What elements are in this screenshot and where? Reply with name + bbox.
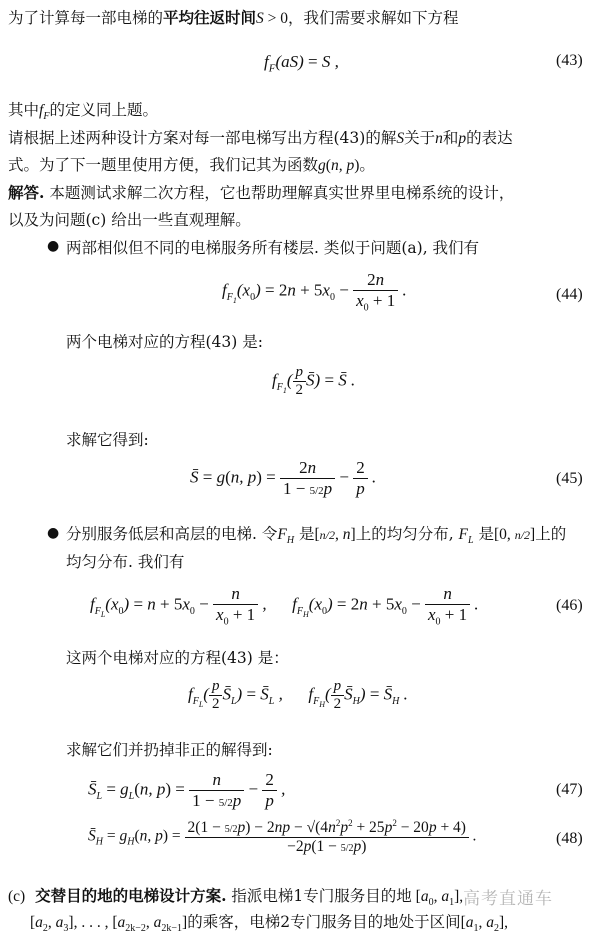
bullet-1-line-2: 两个电梯对应的方程(43) 是: <box>66 333 263 351</box>
equation-44: $f_{F_1}(x_0) = 2n + 5x_0$ − $\frac{2n}{x_0 + 1}$ . <box>222 270 407 314</box>
equation-fl-fh: $f_{F_L}$( $\frac{p}{2}$ $S̄_L$) = $S̄_L$ , $f_{F_H}$( $\frac{p}{2}$ $S̄_H$) = $S̄_H$ . <box>188 678 408 712</box>
bullet-2-line-3: 这两个电梯对应的方程(43) 是： <box>66 649 289 667</box>
bullet-icon: ● <box>47 525 60 541</box>
watermark: 高考直通车 <box>463 889 553 909</box>
bullet-2-text: 分别服务低层和高层的电梯. 令$F_H$ 是[n/2, n]上的均匀分布, $F_L$ 是[0, n/2]上的 <box>66 525 567 547</box>
equation-number-43: (43) <box>556 52 583 69</box>
text-line-4: 式。为了下一题里使用方便，我们记其为函数g(n, p)。 <box>8 156 375 174</box>
equation-number-48: (48) <box>556 830 583 847</box>
equation-number-45: (45) <box>556 470 583 487</box>
part-c-line-2: [$a_2$, $a_3$], . . . , [$a_{2k-2}$, $a_{2k-1}$]的乘客，电梯2专门服务目的地处于区间[$a_1$, $a_2$], <box>30 913 509 935</box>
bullet-1-line-3: 求解它得到: <box>66 431 149 449</box>
text-line-1: 为了计算每一部电梯的平均往返时间S > 0，我们需要求解如下方程 <box>8 8 459 27</box>
equation-number-44: (44) <box>556 286 583 303</box>
text-line-6: 以及为问题(c) 给出一些直观理解。 <box>8 211 251 229</box>
equation-f1-sbar: $f_{F_1}$( $\frac{p}{2}$ S̄) = S̄ . <box>272 364 356 398</box>
bullet-2-line-2: 均匀分布. 我们有 <box>66 553 185 571</box>
part-c-line-1: (c) 交替目的地的电梯设计方案. 指派电梯1专门服务目的地 [$a_0$, $a_1$], <box>8 886 464 909</box>
equation-48: $S̄_H = g_H(n$, p) = $\frac{2(1 - 5/2p) - 2np - √(4n^2p^2 + 25p^2 - 20p + 4)}{-2p(1 - 5/2p)}$ . <box>88 818 477 856</box>
equation-46: $f_{F_L}(x_0) = n + 5x_0$ − $\frac{n}{x_0 + 1}$ , $f_{F_H}(x_0) = 2n + 5x_0$ − $\frac{n}{x_0 + 1}$ . <box>90 584 479 628</box>
equation-number-47: (47) <box>556 781 583 798</box>
bullet-icon: ● <box>47 238 60 254</box>
equation-45: S̄ = g(n, p) = $\frac{2n}{1 - 5/2p}$ − $\frac{2}{p}$ . <box>190 458 377 498</box>
equation-47: $S̄_L = g_L(n$, p) = $\frac{n}{1 - 5/2p}$ − $\frac{2}{p}$ , <box>88 770 286 810</box>
text-line-2: 其中$f_F$的定义同上题。 <box>8 101 158 123</box>
text-line-3: 请根据上述两种设计方案对每一部电梯写出方程(43)的解S关于n和p的表达 <box>8 129 513 147</box>
equation-number-46: (46) <box>556 597 583 614</box>
bullet-1-text: 两部相似但不同的电梯服务所有楼层. 类似于问题(a), 我们有 <box>66 239 480 257</box>
text-line-5: 解答. 本题测试求解二次方程，它也帮助理解真实世界里电梯系统的设计， <box>8 183 515 202</box>
solution-label: 解答. <box>8 183 45 202</box>
equation-43: $f_F(aS) = S$ , <box>264 52 339 75</box>
bullet-2-line-4: 求解它们并扔掉非正的解得到: <box>66 741 273 759</box>
